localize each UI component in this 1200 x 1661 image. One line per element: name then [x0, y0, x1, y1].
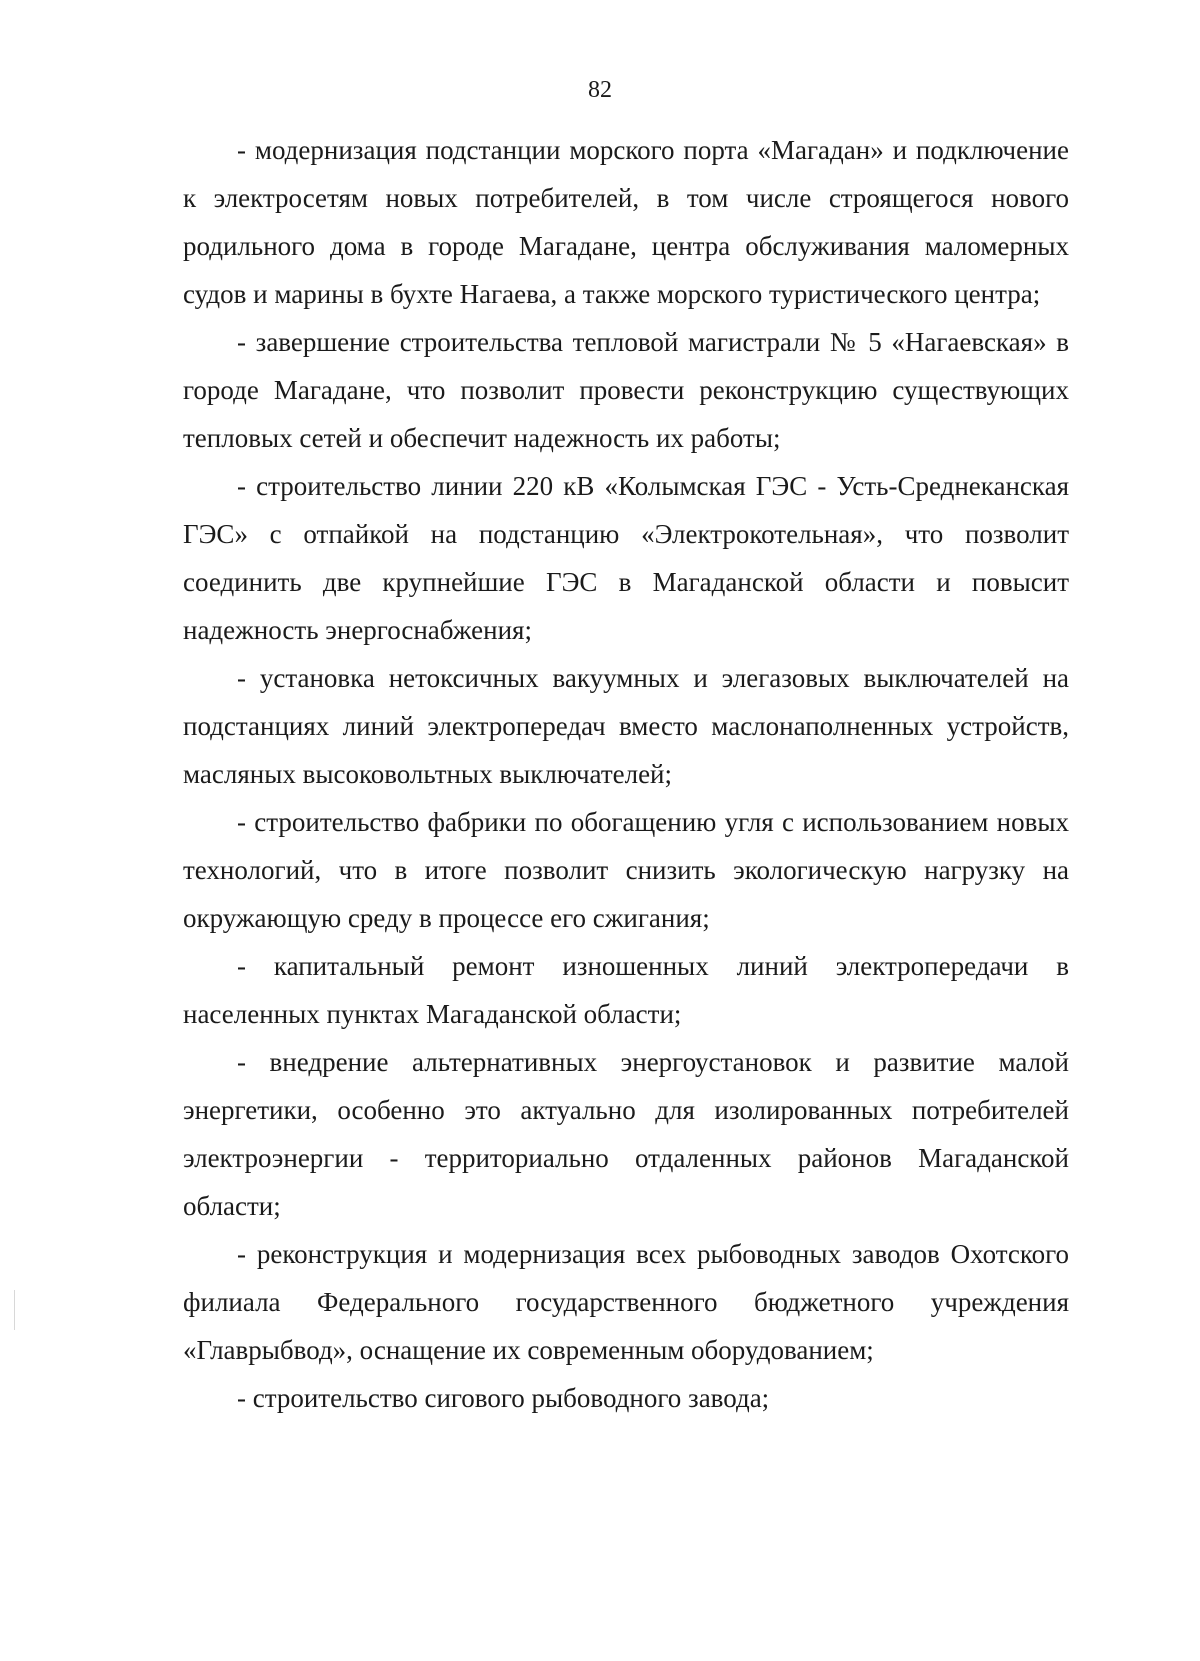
paragraph-heating-main: - завершение строительства тепловой магистрали № 5 «Нагаевская» в городе Магадане, что позволит провести реконструкцию существующих тепловых сетей и обеспечит надежность их работы;	[183, 327, 1069, 453]
body-text	[183, 126, 1069, 1422]
paragraph-power-line: - строительство линии 220 кВ «Колымская ГЭС - Усть-Среднеканская ГЭС» с отпайкой на подстанцию «Электрокотельная», что позволит соединить две крупнейшие ГЭС в Магаданской области и повысит надежность энергоснабжения;	[183, 471, 1069, 645]
page-number: 82	[588, 77, 612, 103]
paragraph-alternative-energy: - внедрение альтернативных энергоустановок и развитие малой энергетики, особенно это актуально для изолированных потребителей электроэнергии - территориально отдаленных районов Магаданской области;	[183, 1047, 1069, 1221]
paragraph-whitefish-hatchery: - строительство сигового рыбоводного завода;	[237, 1383, 770, 1413]
paragraph-line-repair: - капитальный ремонт изношенных линий электропередачи в населенных пунктах Магаданской области;	[183, 951, 1069, 1029]
paragraph-coal-plant: - строительство фабрики по обогащению угля с использованием новых технологий, что в итоге позволит снизить экологическую нагрузку на окружающую среду в процессе его сжигания;	[183, 807, 1069, 933]
paragraph-port-substation: - модернизация подстанции морского порта «Магадан» и подключение к электросетям новых потребителей, в том числе строящегося нового родильного дома в городе Магадане, центра обслуживания маломерных судов и марины в бухте Нагаева, а также морского туристического центра;	[183, 135, 1069, 309]
paragraph-switchgear: - установка нетоксичных вакуумных и элегазовых выключателей на подстанциях линий электропередач вместо маслонаполненных устройств, масляных высоковольтных выключателей;	[183, 663, 1069, 789]
scan-artifact	[14, 1290, 15, 1330]
paragraph-fish-hatcheries: - реконструкция и модернизация всех рыбоводных заводов Охотского филиала Федерального государственного бюджетного учреждения «Главрыбвод», оснащение их современным оборудованием;	[183, 1239, 1069, 1365]
